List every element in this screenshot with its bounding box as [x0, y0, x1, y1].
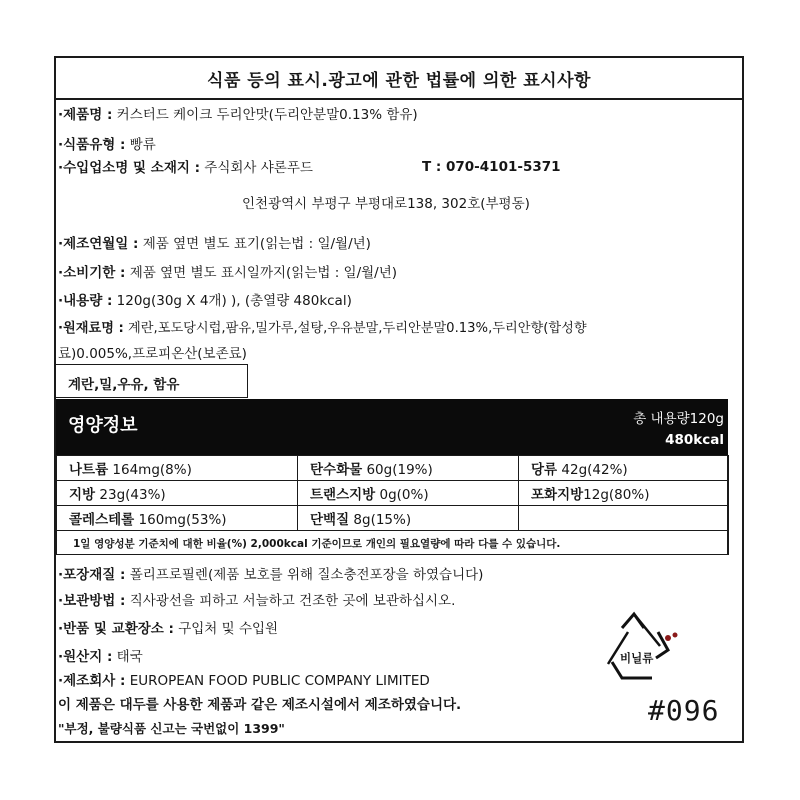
recycle-label: 비닐류	[620, 651, 654, 665]
packaging-line: ·포장재질 : 폴리프로필렌(제품 보호를 위해 질소충전포장을 하였습니다)	[58, 567, 484, 583]
origin-line: ·원산지 : 태국	[58, 649, 143, 665]
importer-address: 인천광역시 부평구 부평대로138, 302호(부평동)	[242, 196, 530, 212]
nutrition-row	[57, 506, 728, 531]
nutrition-kcal: 480kcal	[665, 432, 724, 448]
importer-tel: T : 070-4101-5371	[422, 159, 561, 175]
nutrient-empty	[519, 506, 728, 531]
nutrient-carbs: 탄수화물 60g(19%)	[298, 456, 519, 481]
nutrient-trans-fat: 트랜스지방 0g(0%)	[298, 481, 519, 506]
ingredients-cont-line: 료)0.005%,프로피온산(보존료)	[58, 346, 247, 362]
nutrition-row	[57, 481, 728, 506]
nutrition-table	[56, 455, 728, 531]
nutrition-header	[56, 399, 728, 455]
exchange-line: ·반품 및 교환장소 : 구입처 및 수입원	[58, 621, 279, 637]
nutrient-fat: 지방 23g(43%)	[57, 481, 298, 506]
expiry-line: ·소비기한 : 제품 옆면 별도 표시일까지(읽는법 : 일/월/년)	[58, 265, 398, 281]
importer-line: ·수입업소명 및 소재지 : 주식회사 샤론푸드	[58, 160, 313, 176]
report-line: "부정, 불량식품 신고는 국번없이 1399"	[58, 721, 285, 736]
nutrition-total: 총 내용량120g	[633, 411, 724, 427]
ingredients-line: ·원재료명 : 계란,포도당시럽,팜유,밀가루,설탕,우유분말,두리안분말0.13%,두리안향(합성향	[58, 321, 587, 336]
nutrient-protein: 단백질 8g(15%)	[298, 506, 519, 531]
product-name-line: ·제품명 : 커스터드 케이크 두리안맛(두리안분말0.13% 함유)	[58, 107, 418, 123]
nutrition-note: 1일 영양성분 기준치에 대한 비율(%) 2,000kcal 기준이므로 개인의 필요열량에 따라 다를 수 있습니다.	[56, 531, 728, 555]
facility-line: 이 제품은 대두를 사용한 제품과 같은 제조시설에서 제조하였습니다.	[58, 697, 462, 713]
product-code: #096	[648, 694, 720, 727]
label-title: 식품 등의 표시.광고에 관한 법률에 의한 표시사항	[56, 58, 742, 100]
nutrient-sat-fat: 포화지방12g(80%)	[519, 481, 728, 506]
storage-line: ·보관방법 : 직사광선을 피하고 서늘하고 건조한 곳에 보관하십시오.	[58, 593, 456, 609]
content-line: ·내용량 : 120g(30g X 4개) ), (총열량 480kcal)	[58, 293, 352, 309]
nutrient-sugar: 당류 42g(42%)	[519, 456, 728, 481]
nutrient-cholesterol: 콜레스테롤 160mg(53%)	[57, 506, 298, 531]
food-type-line: ·식품유형 : 빵류	[58, 137, 156, 153]
food-label	[54, 56, 744, 743]
nutrition-row	[57, 456, 728, 481]
nutrition-side-border	[728, 455, 743, 555]
manufacturer-line: ·제조회사 : EUROPEAN FOOD PUBLIC COMPANY LIMITED	[58, 673, 430, 689]
manufacture-date-line: ·제조연월일 : 제품 옆면 별도 표기(읽는법 : 일/월/년)	[58, 236, 371, 252]
nutrition-title: 영양정보	[68, 415, 138, 436]
recycle-icon	[594, 606, 684, 690]
nutrient-sodium: 나트륨 164mg(8%)	[57, 456, 298, 481]
allergen-box: 계란,밀,우유, 함유	[56, 364, 248, 398]
